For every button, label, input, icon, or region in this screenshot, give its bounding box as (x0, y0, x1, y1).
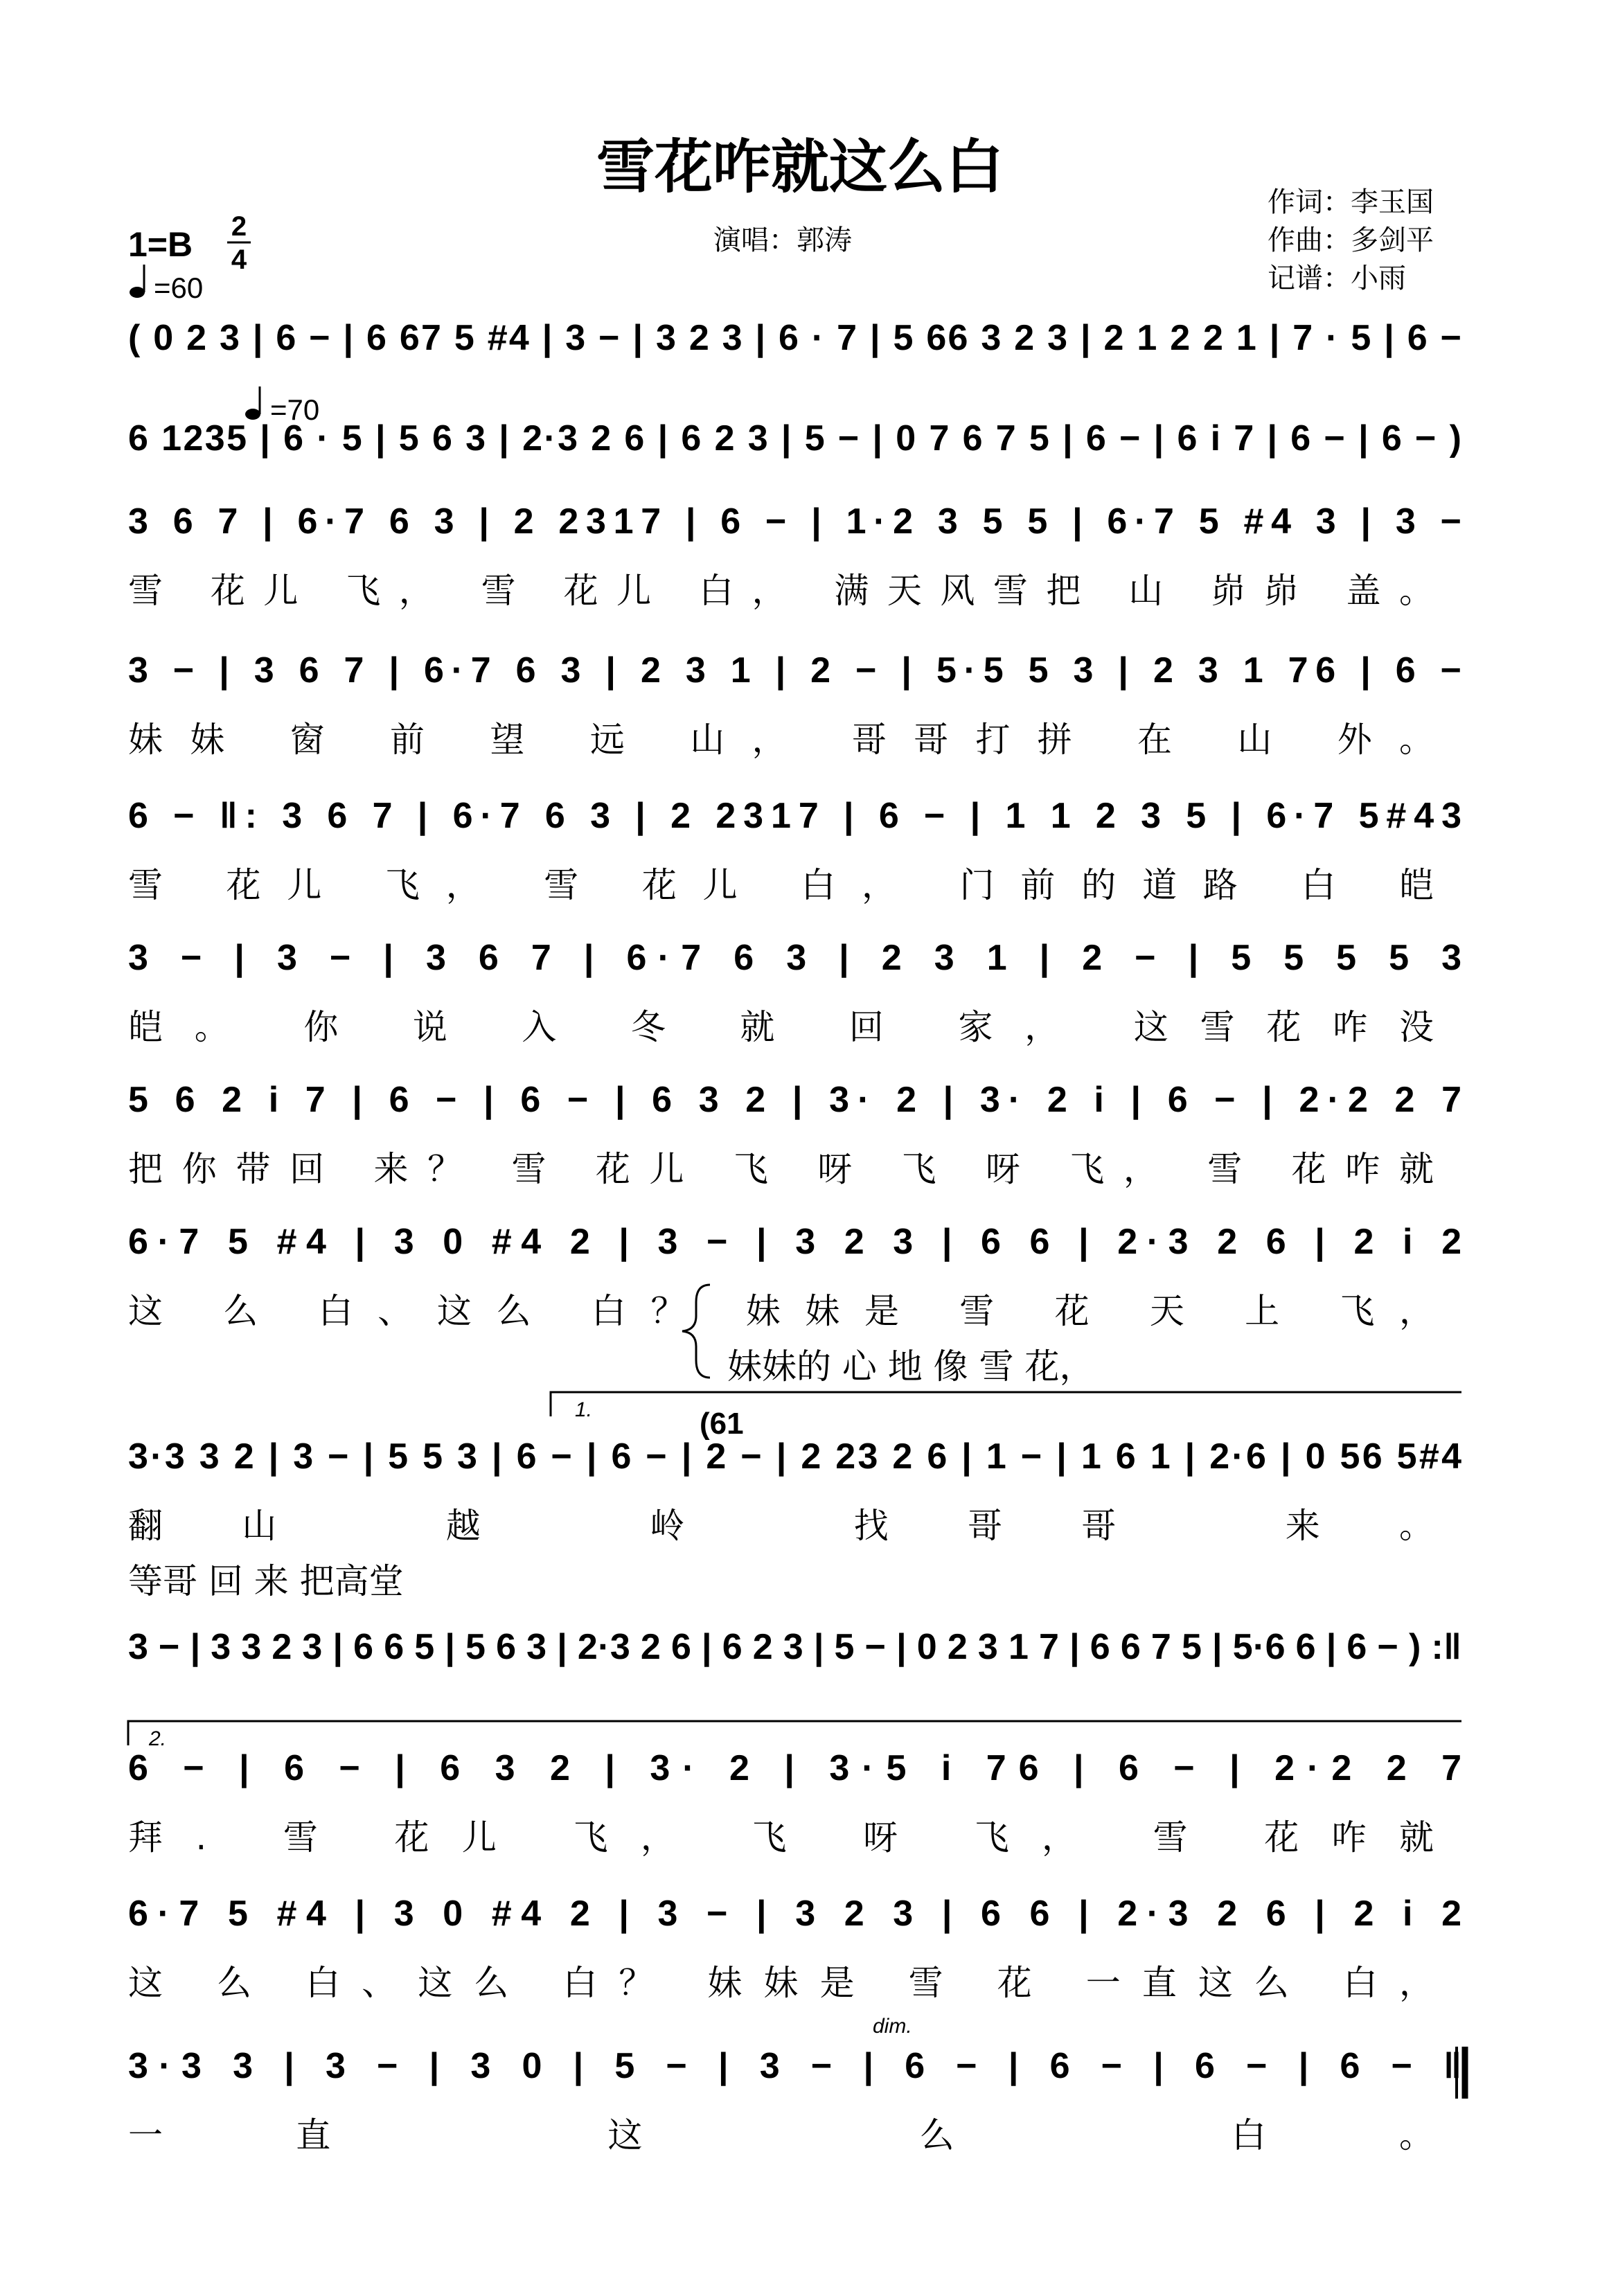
lyric-line: 拜. 雪 花儿 飞， 飞 呀 飞， 雪 花咋就 (128, 1817, 1434, 1858)
lyric-line: 妹妹 窗 前 望 远 山， 哥哥打拼 在 山 外。 (128, 720, 1434, 760)
system-8 (128, 1222, 1461, 1387)
notation-line: 3 − | 3 6 7 | 6·7 6 3 | 2 3 1 | 2 − | 5·5 5 3 | 2 3 1 76 | 6 − (128, 650, 1461, 691)
system-10 (128, 1627, 1461, 1667)
time-signature-top: 2 (231, 211, 247, 242)
lyric-line-2: 妹妹的 心 地 像 雪 花， (727, 1346, 1094, 1387)
notation-line: ( 0 2 3 | 6 − | 6 67 5 #4 | 3 − | 3 2 3 | 6 · 7 | 5 66 3 2 3 | 2 1 2 2 1 | 7 · 5 | 6 − (128, 318, 1461, 358)
lead-in-notes: (61 (700, 1407, 744, 1441)
system-11 (128, 1748, 1461, 1858)
notation-line: 3 − | 3 3 2 3 | 6 6 5 | 5 6 3 | 2·3 2 6 | 6 2 3 | 5 − | 0 2 3 1 7 | 6 6 7 5 | 5·6 6 | 6 − ) :‖ (128, 1627, 1461, 1667)
tempo-value: =60 (154, 272, 204, 304)
volta-2-label: 2. (149, 1727, 167, 1750)
notation-line: 6 − ‖: 3 6 7 | 6·7 6 3 | 2 2317 | 6 − | 1 1 2 3 5 | 6·7 5#43 (128, 796, 1461, 836)
system-1 (128, 318, 1461, 358)
notation-line: 3·3 3 | 3 − | 3 0 | 5 − | 3 − | 6 − | 6 − | 6 − | 6 − ‖ (128, 2046, 1461, 2086)
time-signature-bottom: 4 (231, 244, 247, 275)
transcriber-credit: 记谱：小雨 (1268, 262, 1406, 294)
notation-line: 6 1235 | 6 · 5 | 5 6 3 | 2·3 2 6 | 6 2 3 | 5 − | 0 7 6 7 5 | 6 − | 6 i 7 | 6 − | 6 − ) (128, 418, 1461, 459)
notation-systems (128, 318, 1461, 2155)
notation-line: 6 − | 6 − | 6 3 2 | 3· 2 | 3·5 i 76 | 6 − | 2·2 2 7 (128, 1748, 1461, 1788)
lyric-line: 皑。 你 说 入 冬 就 回 家， 这雪花咋没 (128, 1007, 1434, 1047)
lyric-line: 一直 这 么 白。 (128, 2115, 1434, 2155)
system-7 (128, 1080, 1461, 1189)
lyric-line: 雪 花儿 飞， 雪 花儿 白， 门前的道路 白 皑 (128, 865, 1434, 905)
volta-2-bracket (128, 1721, 1461, 1750)
composer-credit: 作曲：多剑平 (1268, 224, 1434, 256)
system-3 (128, 501, 1461, 611)
tempo-marking (130, 265, 203, 304)
lyric-line: 这 么 白、这么 白？ 妹妹是 雪 花 天 上 飞， (128, 1291, 1434, 1331)
notation-line: 3 6 7 | 6·7 6 3 | 2 2317 | 6 − | 1·2 3 5 5 | 6·7 5 #4 3 | 3 − (128, 501, 1461, 542)
system-13 (128, 2046, 1461, 2155)
system-6 (128, 938, 1461, 1047)
volta-1-bracket (551, 1392, 1461, 1421)
lyric-line-2: 等哥 回 来 把高堂 (128, 1561, 404, 1601)
quarter-note-icon (130, 287, 145, 298)
notation-line: 6·7 5 #4 | 3 0 #4 2 | 3 − | 3 2 3 | 6 6 | 2·3 2 6 | 2 i 2 (128, 1222, 1461, 1262)
system-9 (128, 1436, 1461, 1601)
lyric-line: 雪 花儿 飞， 雪 花儿 白， 满天风雪把 山 峁峁 盖。 (128, 571, 1434, 611)
system-12 (128, 1894, 1461, 2003)
song-title: 雪花咋就这么白 (596, 132, 1004, 201)
tempo-value: =70 (270, 393, 320, 426)
lyric-line: 把你带回 来？ 雪 花儿 飞 呀 飞 呀 飞， 雪 花咋就 (128, 1149, 1434, 1189)
lyric-line: 翻山 越 岭 找哥哥 来。 (128, 1506, 1434, 1546)
notation-line: 6·7 5 #4 | 3 0 #4 2 | 3 − | 3 2 3 | 6 6 | 2·3 2 6 | 2 i 2 (128, 1894, 1461, 1934)
notation-line: 3·3 3 2 | 3 − | 5 5 3 | 6 − | 6 − | 2 − | 2 23 2 6 | 1 − | 1 6 1 | 2·6 | 0 56 5#4 (128, 1436, 1461, 1477)
lyricist-credit: 作词：李玉国 (1268, 186, 1434, 218)
lyric-brace (682, 1285, 710, 1378)
system-2 (128, 418, 1461, 459)
lyric-line: 这 么 白、这么 白？ 妹妹是 雪 花 一直这么 白， (128, 1963, 1434, 2003)
volta-1-label: 1. (575, 1398, 593, 1421)
system-4 (128, 650, 1461, 760)
system-5 (128, 796, 1461, 905)
key-signature: 1=B (128, 225, 193, 264)
notation-line: 3 − | 3 − | 3 6 7 | 6·7 6 3 | 2 3 1 | 2 − | 5 5 5 5 3 (128, 938, 1462, 978)
dim-marking: dim. (873, 2015, 912, 2038)
singer-credit: 演唱：郭涛 (713, 224, 852, 256)
notation-line: 5 6 2 i 7 | 6 − | 6 − | 6 3 2 | 3· 2 | 3· 2 i | 6 − | 2·2 2 7 (128, 1080, 1461, 1120)
